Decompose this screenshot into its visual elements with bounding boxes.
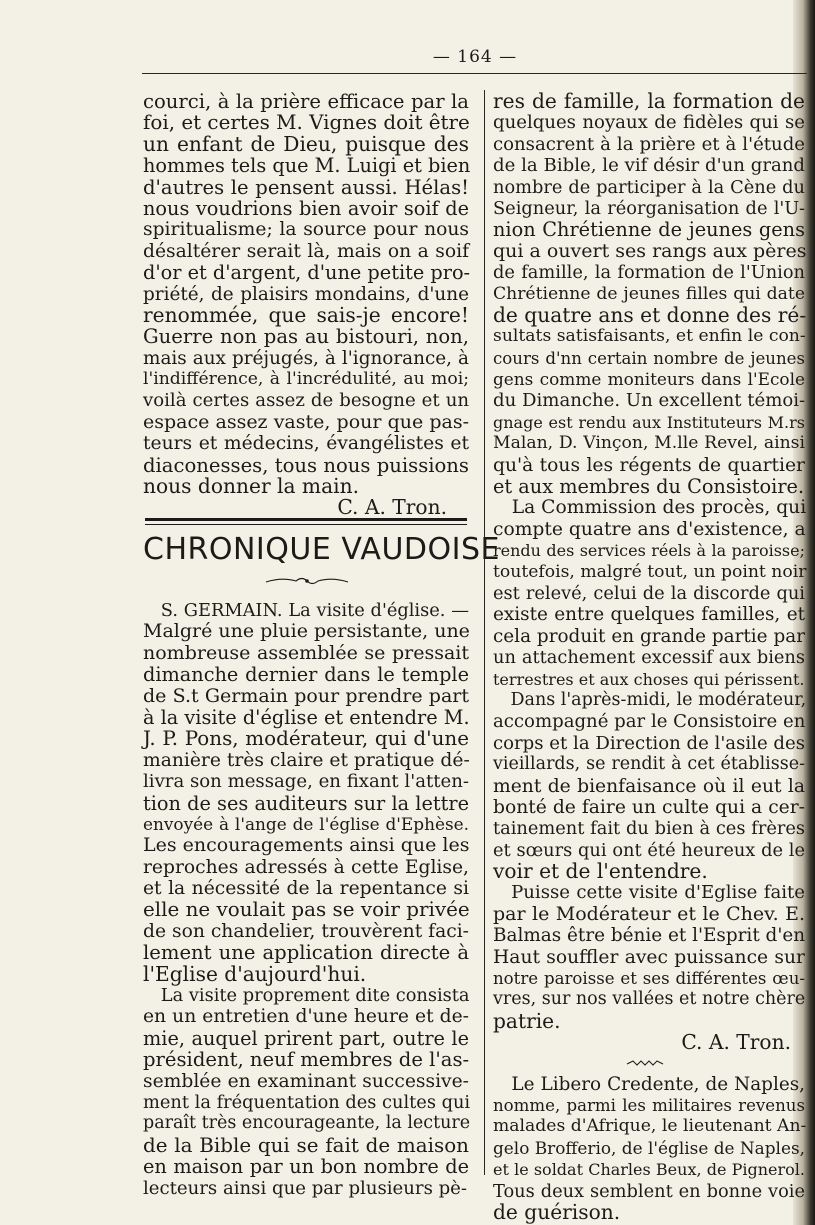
text-line: rendu des services réels à la paroisse; xyxy=(493,541,805,561)
text-line: un enfant de Dieu, puisque des xyxy=(143,131,469,156)
text-line: gnage est rendu aux Instituteurs M.rs xyxy=(493,412,805,432)
text-line: notre paroisse et ses différentes œu- xyxy=(493,969,805,989)
text-line: Malgré une pluie persistante, une xyxy=(143,620,470,643)
text-line: désaltérer serait là, mais on a soif xyxy=(143,240,469,262)
text-line: de quatre ans et donne des ré- xyxy=(493,302,807,327)
text-line: patrie. xyxy=(493,1008,561,1033)
right-column xyxy=(493,91,805,1223)
text-line: spiritualisme; la source pour nous xyxy=(143,219,469,241)
text-line: de famille, la formation de l'Union xyxy=(493,262,805,284)
text-line: Les encouragements ainsi que les xyxy=(143,834,470,857)
text-line: consacrent à la prière et à l'étude xyxy=(493,133,805,155)
text-line: et aux membres du Consistoire. xyxy=(493,475,805,499)
text-line: en un entretien d'une heure et de- xyxy=(143,1006,469,1028)
text-line: espace assez vaste, pour que pas- xyxy=(143,410,469,433)
text-line: de son chandelier, trouvèrent faci- xyxy=(143,920,469,942)
text-line: cela produit en grande partie par xyxy=(493,625,805,647)
text-line: renommée, que sais-je encore! xyxy=(143,302,469,327)
column-divider xyxy=(484,90,485,1175)
text-line: l'indifférence, à l'incrédulité, au moi; xyxy=(143,369,469,390)
left-column-bottom xyxy=(143,600,469,1199)
text-line: tainement fait du bien à ces frères xyxy=(493,818,805,840)
text-line: à la visite d'église et entendre M. xyxy=(143,705,470,729)
text-line: nombre de participer à la Cène du xyxy=(493,176,805,198)
signature-tron-1: C. A. Tron. xyxy=(337,495,447,520)
text-line: accompagné par le Consistoire en xyxy=(493,711,806,733)
text-line: par le Modérateur et le Chev. E. xyxy=(493,902,805,925)
text-line: existe entre quelques familles, et xyxy=(493,604,805,626)
text-line: Dans l'après-midi, le modérateur, xyxy=(510,689,807,710)
text-line: tion de ses auditeurs sur la lettre xyxy=(143,791,469,815)
text-line: Tous deux semblent en bonne voie xyxy=(493,1180,805,1202)
header-rule xyxy=(142,73,807,74)
text-line: et sœurs qui ont été heureux de le xyxy=(493,839,805,861)
section-rule-thin xyxy=(145,524,467,525)
text-line: en maison par un bon nombre de xyxy=(143,1155,469,1179)
signature-tron-2: C. A. Tron. xyxy=(681,1030,791,1055)
text-line: lecteurs ainsi que par plusieurs pè- xyxy=(143,1177,468,1199)
text-line: l'Eglise d'aujourd'hui. xyxy=(143,961,367,986)
text-line: gens comme moniteurs dans l'Ecole xyxy=(493,369,805,390)
text-line: ment de bienfaisance où il eut la xyxy=(493,775,805,797)
text-line: corps et la Direction de l'asile des xyxy=(493,732,805,754)
text-line: elle ne voulait pas se voir privée xyxy=(143,898,470,922)
text-line: un attachement excessif aux biens xyxy=(493,647,805,669)
text-line: qui a ouvert ses rangs aux pères xyxy=(493,239,807,262)
text-line: foi, et certes M. Vignes doit être xyxy=(143,111,470,135)
text-line: dimanche dernier dans le temple xyxy=(143,663,469,687)
text-line: envoyée à l'ange de l'église d'Ephèse. xyxy=(143,813,469,834)
text-line: nion Chrétienne de jeunes gens xyxy=(493,218,805,242)
text-line: nous donner la main. xyxy=(143,474,359,499)
text-line: res de famille, la formation de xyxy=(493,89,805,113)
text-line: Chrétienne de jeunes filles qui date xyxy=(493,283,805,304)
text-line: gelo Brofferio, de l'église de Naples, xyxy=(493,1137,805,1158)
text-line: voilà certes assez de besogne et un xyxy=(143,390,469,412)
text-line: malades d'Afrique, le lieutenant An- xyxy=(493,1116,807,1137)
text-line: La Commission des procès, qui xyxy=(511,497,807,519)
left-column-top xyxy=(143,91,469,519)
text-line: courci, à la prière efficace par la xyxy=(143,90,469,113)
text-line: de la Bible, le vif désir d'un grand xyxy=(493,155,805,177)
text-line: qu'à tous les régents de quartier xyxy=(493,454,805,476)
text-line: mais aux préjugés, à l'ignorance, à xyxy=(143,347,469,369)
text-line: Balmas être bénie et l'Esprit d'en xyxy=(493,925,806,947)
text-line: Le Libero Credente, de Naples, xyxy=(511,1073,805,1095)
text-line: livra son message, en fixant l'atten- xyxy=(143,771,469,793)
text-line: cours d'nn certain nombre de jeunes xyxy=(493,348,805,368)
text-line: terrestres et aux choses qui périssent. xyxy=(493,669,805,689)
text-line: Guerre non pas au bistouri, non, xyxy=(143,325,469,349)
text-line: nomme, parmi les militaires revenus xyxy=(493,1095,805,1115)
text-line: hommes tels que M. Luigi et bien xyxy=(143,154,471,178)
text-line: président, neuf membres de l'as- xyxy=(143,1048,470,1072)
text-line: et le soldat Charles Beux, de Pignerol. xyxy=(493,1160,805,1180)
text-line: de guérison. xyxy=(493,1199,621,1224)
text-line: Malan, D. Vinçon, M.lle Revel, ainsi xyxy=(493,433,805,454)
text-line: ment la fréquentation des cultes qui xyxy=(143,1091,471,1113)
section-title: CHRONIQUE VAUDOISE xyxy=(143,532,500,567)
text-line: J. P. Pons, modérateur, qui d'une xyxy=(143,727,469,751)
ornament-divider xyxy=(262,574,352,588)
text-line: diaconesses, tous nous puissions xyxy=(143,453,469,477)
text-line: priété, de plaisirs mondains, d'une xyxy=(143,283,469,305)
text-line: semblée en examinant successive- xyxy=(143,1070,469,1092)
text-line: lement une application directe à xyxy=(143,941,469,965)
section-rule-thick xyxy=(145,518,467,521)
text-line: et la nécessité de la repentance si xyxy=(143,878,469,900)
text-line: manière très claire et pratique dé- xyxy=(143,749,470,771)
text-line: d'or et d'argent, d'une petite pro- xyxy=(143,261,471,285)
small-ornament xyxy=(625,1058,665,1068)
text-line: du Dimanche. Un excellent témoi- xyxy=(493,390,806,412)
text-line: vres, sur nos vallées et notre chère xyxy=(493,989,806,1010)
text-line: mie, auquel prirent part, outre le xyxy=(143,1026,469,1050)
text-line: d'autres le pensent aussi. Hélas! xyxy=(143,175,469,199)
text-line: paraît très encourageante, la lecture xyxy=(143,1113,471,1134)
text-line: vieillards, se rendit à cet établisse- xyxy=(493,754,805,775)
text-line: quelques noyaux de fidèles qui se xyxy=(493,112,805,134)
text-line: nombreuse assemblée se pressait xyxy=(143,641,469,664)
text-line: est relevé, celui de la discorde qui xyxy=(493,582,805,604)
text-line: Haut souffler avec puissance sur xyxy=(493,946,805,968)
page-number: — 164 — xyxy=(432,47,518,67)
text-line: bonté de faire un culte qui a cer- xyxy=(493,796,805,818)
text-line: La visite proprement dite consista xyxy=(160,985,470,1007)
text-line: S. GERMAIN. La visite d'église. — xyxy=(160,600,469,621)
text-line: voir et de l'entendre. xyxy=(493,859,708,884)
text-line: reproches adressés à cette Eglise, xyxy=(143,856,469,878)
text-line: teurs et médecins, évangélistes et xyxy=(143,433,469,455)
text-line: toutefois, malgré tout, un point noir xyxy=(493,561,807,582)
text-line: sultats satisfaisants, et enfin le con- xyxy=(493,326,806,347)
text-line: nous voudrions bien avoir soif de xyxy=(143,196,469,220)
text-line: de la Bible qui se fait de maison xyxy=(143,1133,469,1157)
text-line: Puisse cette visite d'Eglise faite xyxy=(511,882,805,904)
text-line: compte quatre ans d'existence, a xyxy=(493,518,806,540)
text-line: Seigneur, la réorganisation de l'U- xyxy=(493,197,805,219)
text-line: de S.t Germain pour prendre part xyxy=(143,684,469,707)
